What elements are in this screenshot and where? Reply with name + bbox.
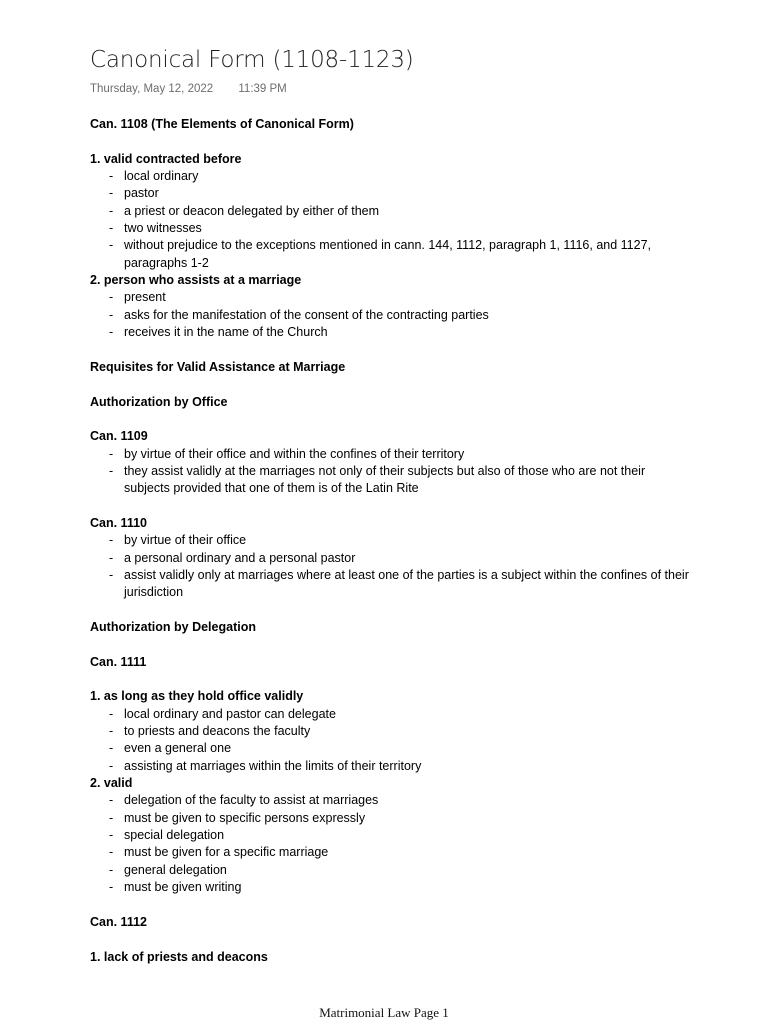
bullet-item <box>90 567 690 602</box>
bullet-item <box>90 550 690 567</box>
bullet-dash: - <box>109 567 114 582</box>
bullet-dash: - <box>109 793 114 808</box>
bullet-item <box>90 203 690 220</box>
bullet-item <box>90 532 690 549</box>
bullet-dash: - <box>109 533 114 548</box>
bullet-text: special delegation <box>124 828 225 843</box>
bullet-dash: - <box>109 290 114 305</box>
section-heading: 1. valid contracted before <box>90 151 242 166</box>
bullet-text: delegation of the faculty to assist at marriages <box>124 793 379 808</box>
section-heading: 1. lack of priests and deacons <box>90 949 268 964</box>
bullet-text: pastor <box>124 186 159 201</box>
bullet-dash: - <box>109 221 114 236</box>
bullet-text: by virtue of their office <box>124 533 247 548</box>
bullet-dash: - <box>109 724 114 739</box>
section-heading: 2. valid <box>90 776 133 791</box>
blank-line <box>90 411 690 428</box>
bullet-item <box>90 324 690 341</box>
bullet-item <box>90 220 690 237</box>
bullet-text: local ordinary <box>124 169 199 184</box>
page-footer: Matrimonial Law Page 1 <box>319 1005 449 1020</box>
bullet-item <box>90 740 690 757</box>
blank-line <box>90 896 690 913</box>
bullet-text: assisting at marriages within the limits of their territory <box>124 758 422 773</box>
bullet-dash: - <box>109 758 114 773</box>
blank-line <box>90 602 690 619</box>
bullet-item <box>90 168 690 185</box>
page-title: Canonical Form (1108-1123) <box>90 47 414 73</box>
section-heading: 2. person who assists at a marriage <box>90 273 302 288</box>
bullet-text: by virtue of their office and within the confines of their territory <box>124 446 465 461</box>
section-heading: Can. 1112 <box>90 914 147 929</box>
bullet-item <box>90 706 690 723</box>
bullet-text: present <box>124 290 166 305</box>
bullet-text: they assist validly at the marriages not only of their subjects but also of those who are not their subjects provided that one of them is of the Latin Rite <box>124 463 646 496</box>
bullet-item <box>90 810 690 827</box>
bullet-dash: - <box>109 810 114 825</box>
note-time: 11:39 PM <box>238 83 287 95</box>
section-heading: Can. 1110 <box>90 515 147 530</box>
bullet-text: must be given to specific persons expressly <box>124 810 366 825</box>
bullet-item <box>90 446 690 463</box>
bullet-dash: - <box>109 706 114 721</box>
bullet-text: to priests and deacons the faculty <box>124 724 311 739</box>
bullet-dash: - <box>109 828 114 843</box>
section-heading: Authorization by Office <box>90 394 228 409</box>
blank-line <box>90 931 690 948</box>
bullet-item <box>90 879 690 896</box>
bullet-text: must be given for a specific marriage <box>124 845 329 860</box>
bullet-text: two witnesses <box>124 221 202 236</box>
blank-line <box>90 498 690 515</box>
note-date: Thursday, May 12, 2022 <box>90 83 214 95</box>
page-metadata <box>90 83 287 95</box>
blank-line <box>90 376 690 393</box>
bullet-item <box>90 792 690 809</box>
bullet-item <box>90 862 690 879</box>
bullet-text: a personal ordinary and a personal pastor <box>124 550 356 565</box>
section-heading: Authorization by Delegation <box>90 619 256 634</box>
section-heading: Requisites for Valid Assistance at Marriage <box>90 359 346 374</box>
bullet-item <box>90 844 690 861</box>
bullet-item <box>90 758 690 775</box>
section-heading: 1. as long as they hold office validly <box>90 689 304 704</box>
bullet-dash: - <box>109 169 114 184</box>
blank-line <box>90 671 690 688</box>
blank-line <box>90 341 690 358</box>
bullet-dash: - <box>109 325 114 340</box>
bullet-text: without prejudice to the exceptions mentioned in cann. 144, 1112, paragraph 1, 1116, and 1127, paragraphs 1-2 <box>124 238 651 270</box>
bullet-text: asks for the manifestation of the consent of the contracting parties <box>124 307 489 322</box>
bullet-dash: - <box>109 203 114 218</box>
note-body[interactable] <box>90 116 690 966</box>
bullet-dash: - <box>109 880 114 895</box>
bullet-text: assist validly only at marriages where at least one of the parties is a subject within the confines of their jurisdiction <box>124 567 689 600</box>
bullet-text: must be given writing <box>124 880 242 895</box>
bullet-dash: - <box>109 238 114 253</box>
bullet-text: even a general one <box>124 741 232 756</box>
section-heading: Can. 1111 <box>90 654 147 669</box>
section-heading: Can. 1108 (The Elements of Canonical Form) <box>90 117 354 131</box>
blank-line <box>90 133 690 150</box>
bullet-dash: - <box>109 307 114 322</box>
bullet-item <box>90 307 690 324</box>
section-heading: Can. 1109 <box>90 429 148 444</box>
bullet-text: a priest or deacon delegated by either of them <box>124 203 380 218</box>
bullet-dash: - <box>109 550 114 565</box>
blank-line <box>90 636 690 653</box>
bullet-dash: - <box>109 862 114 877</box>
bullet-item <box>90 723 690 740</box>
bullet-item <box>90 463 690 498</box>
bullet-item <box>90 827 690 844</box>
bullet-dash: - <box>109 741 114 756</box>
bullet-item <box>90 237 690 272</box>
bullet-item <box>90 289 690 306</box>
bullet-item <box>90 185 690 202</box>
bullet-dash: - <box>109 186 114 201</box>
bullet-dash: - <box>109 845 114 860</box>
bullet-text: local ordinary and pastor can delegate <box>124 706 336 721</box>
bullet-dash: - <box>109 463 114 478</box>
bullet-dash: - <box>109 446 114 461</box>
bullet-text: receives it in the name of the Church <box>124 325 328 340</box>
bullet-text: general delegation <box>124 862 227 877</box>
